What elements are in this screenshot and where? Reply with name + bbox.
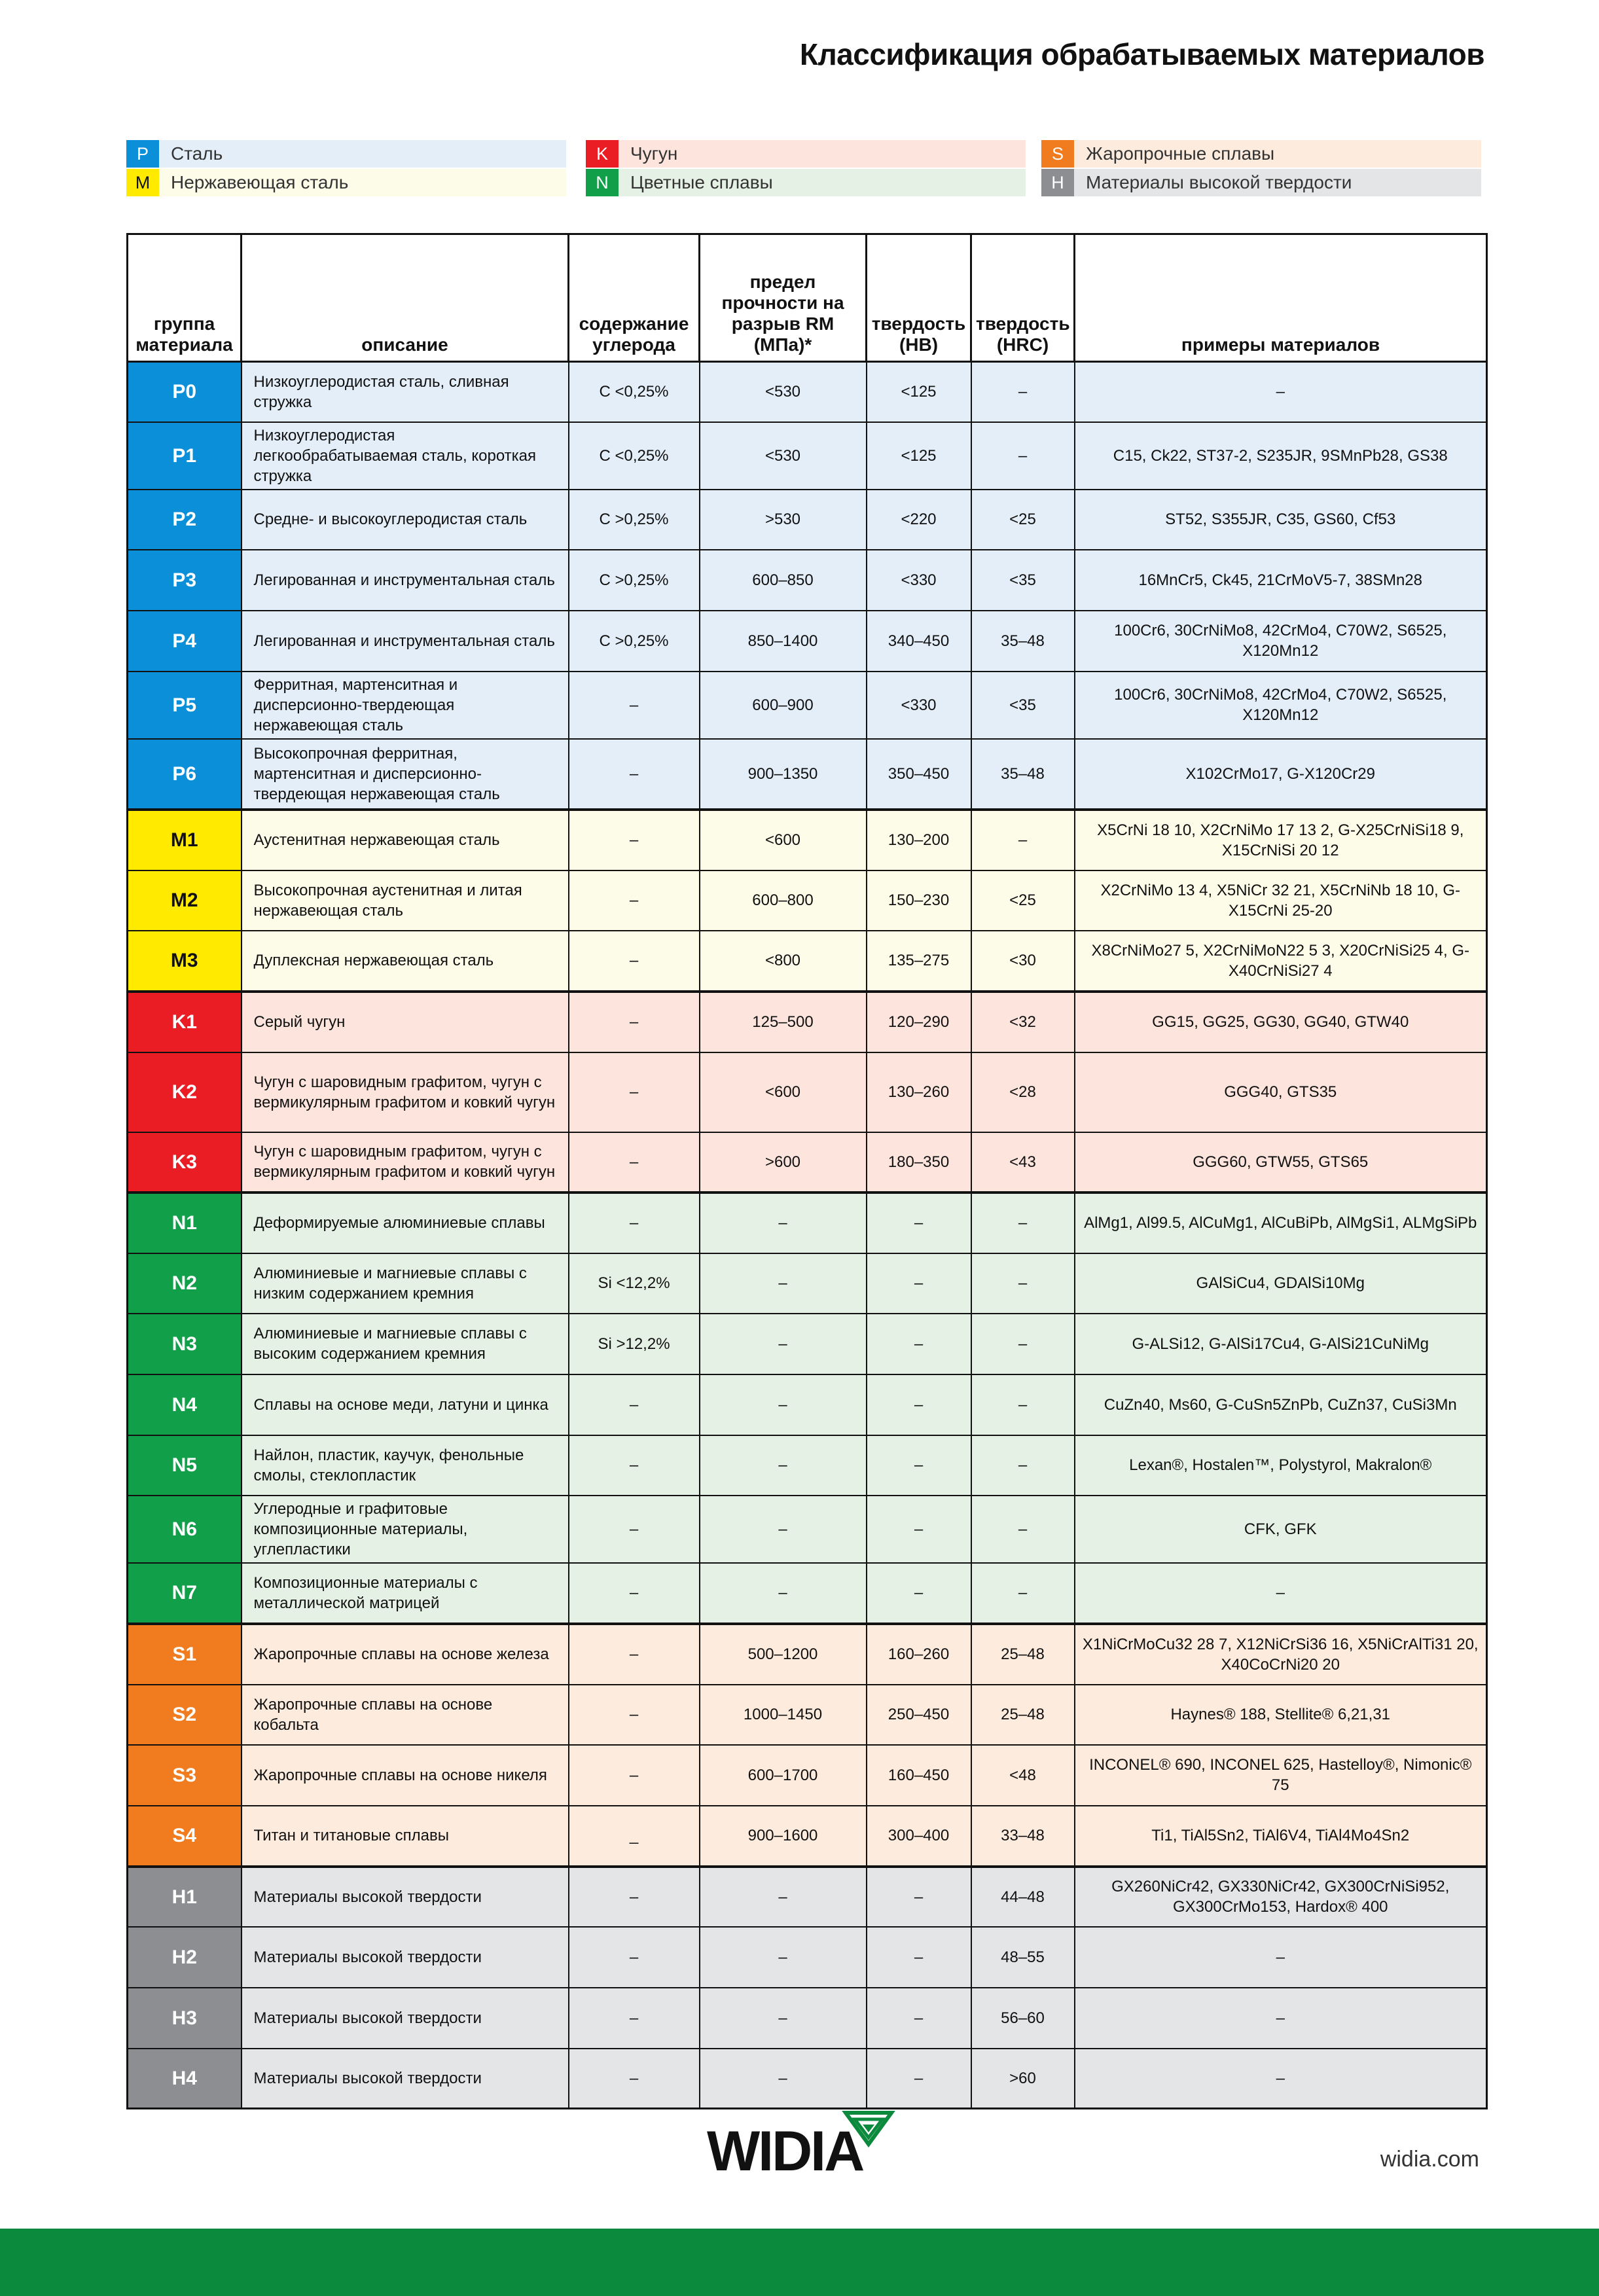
material-examples: X102CrMo17, G-X120Cr29 <box>1075 739 1487 810</box>
table-row <box>128 362 1487 422</box>
material-legend <box>126 140 1481 198</box>
group-code: P1 <box>128 422 242 490</box>
material-examples: INCONEL® 690, INCONEL 625, Hastelloy®, Nimonic® 75 <box>1075 1745 1487 1806</box>
carbon-content: Si <12,2% <box>569 1253 700 1314</box>
hardness-hb: – <box>867 1374 971 1435</box>
carbon-content: – <box>569 2049 700 2109</box>
carbon-content: – <box>569 1374 700 1435</box>
tensile-strength: 500–1200 <box>700 1624 867 1685</box>
hardness-hrc: 44–48 <box>971 1867 1075 1927</box>
carbon-content: – <box>569 1685 700 1745</box>
hardness-hrc: – <box>971 362 1075 422</box>
legend-item-n <box>586 169 1026 196</box>
tensile-strength: >530 <box>700 490 867 550</box>
carbon-content: – <box>569 739 700 810</box>
header-examples: примеры материалов <box>1075 234 1487 362</box>
material-examples: – <box>1075 1927 1487 1988</box>
tensile-strength: <530 <box>700 362 867 422</box>
material-description: Чугун с шаровидным графитом, чугун с вермикулярным графитом и ковкий чугун <box>242 1052 569 1132</box>
legend-label: Жаропрочные сплавы <box>1074 140 1481 168</box>
website-link[interactable]: widia.com <box>1380 2147 1479 2172</box>
material-description: Низкоуглеродистая легкообрабатываемая сталь, короткая стружка <box>242 422 569 490</box>
carbon-content: C <0,25% <box>569 422 700 490</box>
group-code: H3 <box>128 1988 242 2049</box>
table-header-row <box>128 234 1487 362</box>
hardness-hb: – <box>867 1867 971 1927</box>
hardness-hrc: 35–48 <box>971 739 1075 810</box>
table-row <box>128 1806 1487 1867</box>
material-description: Легированная и инструментальная сталь <box>242 611 569 672</box>
hardness-hrc: <48 <box>971 1745 1075 1806</box>
tensile-strength: – <box>700 2049 867 2109</box>
material-description: Высокопрочная ферритная, мартенситная и дисперсионно-твердеющая нержавеющая сталь <box>242 739 569 810</box>
group-code: P5 <box>128 672 242 739</box>
material-description: Материалы высокой твердости <box>242 1927 569 1988</box>
tensile-strength: >600 <box>700 1132 867 1193</box>
group-code: M3 <box>128 931 242 992</box>
material-examples: X1NiCrMoCu32 28 7, X12NiCrSi36 16, X5NiCrAlTi31 20, X40CoCrNi20 20 <box>1075 1624 1487 1685</box>
material-examples: GGG60, GTW55, GTS65 <box>1075 1132 1487 1193</box>
group-code: M1 <box>128 810 242 870</box>
hardness-hb: <125 <box>867 422 971 490</box>
group-code: N1 <box>128 1193 242 1253</box>
hardness-hrc: – <box>971 422 1075 490</box>
hardness-hb: – <box>867 1988 971 2049</box>
carbon-content: – <box>569 810 700 870</box>
logo-wordmark: WIDIA <box>707 2120 863 2176</box>
tensile-strength: 600–900 <box>700 672 867 739</box>
materials-table-container <box>126 233 1486 2109</box>
material-description: Найлон, пластик, каучук, фенольные смолы, стеклопластик <box>242 1435 569 1496</box>
material-description: Углеродные и графитовые композиционные материалы, углепластики <box>242 1496 569 1563</box>
table-row <box>128 1253 1487 1314</box>
tensile-strength: – <box>700 1496 867 1563</box>
hardness-hb: – <box>867 1563 971 1624</box>
tensile-strength: – <box>700 1988 867 2049</box>
group-code: M2 <box>128 870 242 931</box>
material-examples: – <box>1075 1563 1487 1624</box>
hardness-hrc: – <box>971 1496 1075 1563</box>
carbon-content: C <0,25% <box>569 362 700 422</box>
table-row <box>128 1374 1487 1435</box>
material-examples: Lexan®, Hostalen™, Polystyrol, Makralon® <box>1075 1435 1487 1496</box>
material-description: Сплавы на основе меди, латуни и цинка <box>242 1374 569 1435</box>
material-examples: CuZn40, Ms60, G-CuSn5ZnPb, CuZn37, CuSi3Mn <box>1075 1374 1487 1435</box>
material-description: Высокопрочная аустенитная и литая нержавеющая сталь <box>242 870 569 931</box>
carbon-content: – <box>569 1624 700 1685</box>
legend-label: Цветные сплавы <box>619 169 1026 196</box>
table-row <box>128 1314 1487 1374</box>
material-examples: 100Cr6, 30CrNiMo8, 42CrMo4, C70W2, S6525, X120Mn12 <box>1075 672 1487 739</box>
hardness-hrc: <25 <box>971 490 1075 550</box>
table-row <box>128 550 1487 611</box>
material-description: Жаропрочные сплавы на основе никеля <box>242 1745 569 1806</box>
tensile-strength: 600–1700 <box>700 1745 867 1806</box>
hardness-hb: 135–275 <box>867 931 971 992</box>
hardness-hb: <125 <box>867 362 971 422</box>
carbon-content: C >0,25% <box>569 611 700 672</box>
group-code: N4 <box>128 1374 242 1435</box>
tensile-strength: – <box>700 1927 867 1988</box>
material-examples: Ti1, TiAl5Sn2, TiAl6V4, TiAl4Mo4Sn2 <box>1075 1806 1487 1867</box>
hardness-hb: 130–200 <box>867 810 971 870</box>
legend-item-m <box>126 169 566 196</box>
hardness-hrc: <28 <box>971 1052 1075 1132</box>
table-row <box>128 422 1487 490</box>
hardness-hb: – <box>867 2049 971 2109</box>
hardness-hb: 160–260 <box>867 1624 971 1685</box>
material-examples: – <box>1075 1988 1487 2049</box>
legend-code: K <box>586 140 619 168</box>
hardness-hrc: – <box>971 1253 1075 1314</box>
carbon-content: – <box>569 1496 700 1563</box>
material-examples: GG15, GG25, GG30, GG40, GTW40 <box>1075 992 1487 1052</box>
tensile-strength: <600 <box>700 1052 867 1132</box>
group-code: S4 <box>128 1806 242 1867</box>
material-description: Жаропрочные сплавы на основе железа <box>242 1624 569 1685</box>
hardness-hrc: – <box>971 1374 1075 1435</box>
material-examples: – <box>1075 362 1487 422</box>
material-description: Материалы высокой твердости <box>242 1867 569 1927</box>
legend-label: Нержавеющая сталь <box>159 169 566 196</box>
hardness-hrc: 56–60 <box>971 1988 1075 2049</box>
material-description: Деформируемые алюминиевые сплавы <box>242 1193 569 1253</box>
table-row <box>128 1745 1487 1806</box>
group-code: N6 <box>128 1496 242 1563</box>
table-row <box>128 810 1487 870</box>
hardness-hb: 130–260 <box>867 1052 971 1132</box>
carbon-content: Si >12,2% <box>569 1314 700 1374</box>
carbon-content: – <box>569 1052 700 1132</box>
hardness-hrc: 48–55 <box>971 1927 1075 1988</box>
hardness-hb: 250–450 <box>867 1685 971 1745</box>
header-description: описание <box>242 234 569 362</box>
legend-item-s <box>1041 140 1481 168</box>
legend-code: S <box>1041 140 1074 168</box>
table-row <box>128 2049 1487 2109</box>
tensile-strength: – <box>700 1314 867 1374</box>
material-description: Композиционные материалы с металлической матрицей <box>242 1563 569 1624</box>
table-row <box>128 1685 1487 1745</box>
legend-code: H <box>1041 169 1074 196</box>
legend-code: P <box>126 140 159 168</box>
carbon-content: _ <box>569 1806 700 1867</box>
hardness-hrc: 25–48 <box>971 1685 1075 1745</box>
carbon-content: – <box>569 992 700 1052</box>
material-examples: GAlSiCu4, GDAlSi10Mg <box>1075 1253 1487 1314</box>
tensile-strength: – <box>700 1435 867 1496</box>
material-examples: C15, Ck22, ST37-2, S235JR, 9SMnPb28, GS38 <box>1075 422 1487 490</box>
tensile-strength: 125–500 <box>700 992 867 1052</box>
group-code: K2 <box>128 1052 242 1132</box>
material-description: Ферритная, мартенситная и дисперсионно-твердеющая нержавеющая сталь <box>242 672 569 739</box>
hardness-hb: – <box>867 1435 971 1496</box>
group-code: P3 <box>128 550 242 611</box>
material-examples: GX260NiCr42, GX330NiCr42, GX300CrNiSi952, GX300CrMo153, Hardox® 400 <box>1075 1867 1487 1927</box>
hardness-hb: <330 <box>867 672 971 739</box>
hardness-hb: <220 <box>867 490 971 550</box>
group-code: N3 <box>128 1314 242 1374</box>
carbon-content: – <box>569 931 700 992</box>
tensile-strength: 600–850 <box>700 550 867 611</box>
header-group: группа материала <box>128 234 242 362</box>
material-description: Материалы высокой твердости <box>242 2049 569 2109</box>
header-carbon: содержание углерода <box>569 234 700 362</box>
group-code: P2 <box>128 490 242 550</box>
hardness-hb: 340–450 <box>867 611 971 672</box>
material-description: Алюминиевые и магниевые сплавы с высоким содержанием кремния <box>242 1314 569 1374</box>
group-code: H2 <box>128 1927 242 1988</box>
group-code: K1 <box>128 992 242 1052</box>
group-code: N7 <box>128 1563 242 1624</box>
hardness-hb: 180–350 <box>867 1132 971 1193</box>
group-code: N2 <box>128 1253 242 1314</box>
carbon-content: C >0,25% <box>569 490 700 550</box>
carbon-content: – <box>569 672 700 739</box>
group-code: H1 <box>128 1867 242 1927</box>
tensile-strength: 1000–1450 <box>700 1685 867 1745</box>
table-row <box>128 1132 1487 1193</box>
hardness-hrc: <35 <box>971 550 1075 611</box>
material-examples: X2CrNiMo 13 4, X5NiCr 32 21, X5CrNiNb 18 10, G-X15CrNi 25-20 <box>1075 870 1487 931</box>
table-row <box>128 1988 1487 2049</box>
carbon-content: – <box>569 1745 700 1806</box>
hardness-hrc: <25 <box>971 870 1075 931</box>
group-code: P4 <box>128 611 242 672</box>
hardness-hrc: – <box>971 1435 1075 1496</box>
widia-logo <box>707 2110 897 2176</box>
material-description: Аустенитная нержавеющая сталь <box>242 810 569 870</box>
hardness-hrc: 35–48 <box>971 611 1075 672</box>
tensile-strength: – <box>700 1253 867 1314</box>
tensile-strength: – <box>700 1193 867 1253</box>
tensile-strength: 900–1600 <box>700 1806 867 1867</box>
tensile-strength: 600–800 <box>700 870 867 931</box>
header-strength: предел прочности на разрыв RM (МПа)* <box>700 234 867 362</box>
material-description: Алюминиевые и магниевые сплавы с низким содержанием кремния <box>242 1253 569 1314</box>
table-row <box>128 672 1487 739</box>
header-hardness-hrc: твердость (HRC) <box>971 234 1075 362</box>
legend-item-k <box>586 140 1026 168</box>
carbon-content: – <box>569 1193 700 1253</box>
hardness-hb: 150–230 <box>867 870 971 931</box>
table-row <box>128 1624 1487 1685</box>
hardness-hrc: >60 <box>971 2049 1075 2109</box>
material-description: Легированная и инструментальная сталь <box>242 550 569 611</box>
hardness-hrc: – <box>971 1314 1075 1374</box>
carbon-content: – <box>569 1988 700 2049</box>
material-examples: X8CrNiMo27 5, X2CrNiMoN22 5 3, X20CrNiSi25 4, G-X40CrNiSi27 4 <box>1075 931 1487 992</box>
hardness-hb: 300–400 <box>867 1806 971 1867</box>
group-code: K3 <box>128 1132 242 1193</box>
tensile-strength: 850–1400 <box>700 611 867 672</box>
group-code: H4 <box>128 2049 242 2109</box>
table-row <box>128 992 1487 1052</box>
group-code: S3 <box>128 1745 242 1806</box>
material-examples: ST52, S355JR, C35, GS60, Cf53 <box>1075 490 1487 550</box>
hardness-hrc: <30 <box>971 931 1075 992</box>
material-examples: AlMg1, Al99.5, AlCuMg1, AlCuBiPb, AlMgSi1, ALMgSiPb <box>1075 1193 1487 1253</box>
hardness-hb: 160–450 <box>867 1745 971 1806</box>
table-body <box>128 362 1487 2109</box>
material-description: Низкоуглеродистая сталь, сливная стружка <box>242 362 569 422</box>
table-row <box>128 490 1487 550</box>
material-description: Дуплексная нержавеющая сталь <box>242 931 569 992</box>
legend-label: Сталь <box>159 140 566 168</box>
legend-label: Материалы высокой твердости <box>1074 169 1481 196</box>
hardness-hrc: <43 <box>971 1132 1075 1193</box>
hardness-hrc: – <box>971 1563 1075 1624</box>
header-hardness-hb: твердость (HB) <box>867 234 971 362</box>
table-row <box>128 739 1487 810</box>
group-code: S2 <box>128 1685 242 1745</box>
material-description: Материалы высокой твердости <box>242 1988 569 2049</box>
tensile-strength: – <box>700 1374 867 1435</box>
material-description: Титан и титановые сплавы <box>242 1806 569 1867</box>
tensile-strength: – <box>700 1867 867 1927</box>
legend-item-h <box>1041 169 1481 196</box>
material-examples: G-ALSi12, G-AlSi17Cu4, G-AlSi21CuNiMg <box>1075 1314 1487 1374</box>
group-code: N5 <box>128 1435 242 1496</box>
material-description: Серый чугун <box>242 992 569 1052</box>
materials-table <box>126 233 1488 2109</box>
legend-code: M <box>126 169 159 196</box>
group-code: P6 <box>128 739 242 810</box>
hardness-hrc: – <box>971 1193 1075 1253</box>
hardness-hrc: <35 <box>971 672 1075 739</box>
carbon-content: – <box>569 1563 700 1624</box>
carbon-content: C >0,25% <box>569 550 700 611</box>
footer-bar <box>0 2229 1599 2296</box>
hardness-hrc: 25–48 <box>971 1624 1075 1685</box>
carbon-content: – <box>569 1867 700 1927</box>
hardness-hb: – <box>867 1927 971 1988</box>
material-examples: – <box>1075 2049 1487 2109</box>
table-row <box>128 1927 1487 1988</box>
material-description: Средне- и высокоуглеродистая сталь <box>242 490 569 550</box>
group-code: P0 <box>128 362 242 422</box>
table-row <box>128 1867 1487 1927</box>
tensile-strength: <800 <box>700 931 867 992</box>
material-examples: 100Cr6, 30CrNiMo8, 42CrMo4, C70W2, S6525, X120Mn12 <box>1075 611 1487 672</box>
carbon-content: – <box>569 1927 700 1988</box>
legend-label: Чугун <box>619 140 1026 168</box>
material-examples: CFK, GFK <box>1075 1496 1487 1563</box>
carbon-content: – <box>569 1132 700 1193</box>
material-examples: Haynes® 188, Stellite® 6,21,31 <box>1075 1685 1487 1745</box>
carbon-content: – <box>569 1435 700 1496</box>
tensile-strength: 900–1350 <box>700 739 867 810</box>
table-row <box>128 1563 1487 1624</box>
hardness-hb: 120–290 <box>867 992 971 1052</box>
material-examples: 16MnCr5, Ck45, 21CrMoV5-7, 38SMn28 <box>1075 550 1487 611</box>
group-code: S1 <box>128 1624 242 1685</box>
table-row <box>128 1435 1487 1496</box>
legend-item-p <box>126 140 566 168</box>
hardness-hb: – <box>867 1193 971 1253</box>
hardness-hb: – <box>867 1253 971 1314</box>
table-row <box>128 1193 1487 1253</box>
material-description: Жаропрочные сплавы на основе кобальта <box>242 1685 569 1745</box>
material-examples: X5CrNi 18 10, X2CrNiMo 17 13 2, G-X25CrNiSi18 9, X15CrNiSi 20 12 <box>1075 810 1487 870</box>
tensile-strength: – <box>700 1563 867 1624</box>
hardness-hb: – <box>867 1314 971 1374</box>
table-row <box>128 611 1487 672</box>
tensile-strength: <600 <box>700 810 867 870</box>
material-description: Чугун с шаровидным графитом, чугун с вермикулярным графитом и ковкий чугун <box>242 1132 569 1193</box>
tensile-strength: <530 <box>700 422 867 490</box>
material-examples: GGG40, GTS35 <box>1075 1052 1487 1132</box>
table-row <box>128 931 1487 992</box>
carbon-content: – <box>569 870 700 931</box>
hardness-hb: – <box>867 1496 971 1563</box>
page-title: Классификация обрабатываемых материалов <box>799 37 1484 71</box>
table-row <box>128 1052 1487 1132</box>
hardness-hrc: <32 <box>971 992 1075 1052</box>
hardness-hrc: – <box>971 810 1075 870</box>
table-row <box>128 870 1487 931</box>
table-row <box>128 1496 1487 1563</box>
hardness-hb: 350–450 <box>867 739 971 810</box>
hardness-hrc: 33–48 <box>971 1806 1075 1867</box>
legend-code: N <box>586 169 619 196</box>
hardness-hb: <330 <box>867 550 971 611</box>
